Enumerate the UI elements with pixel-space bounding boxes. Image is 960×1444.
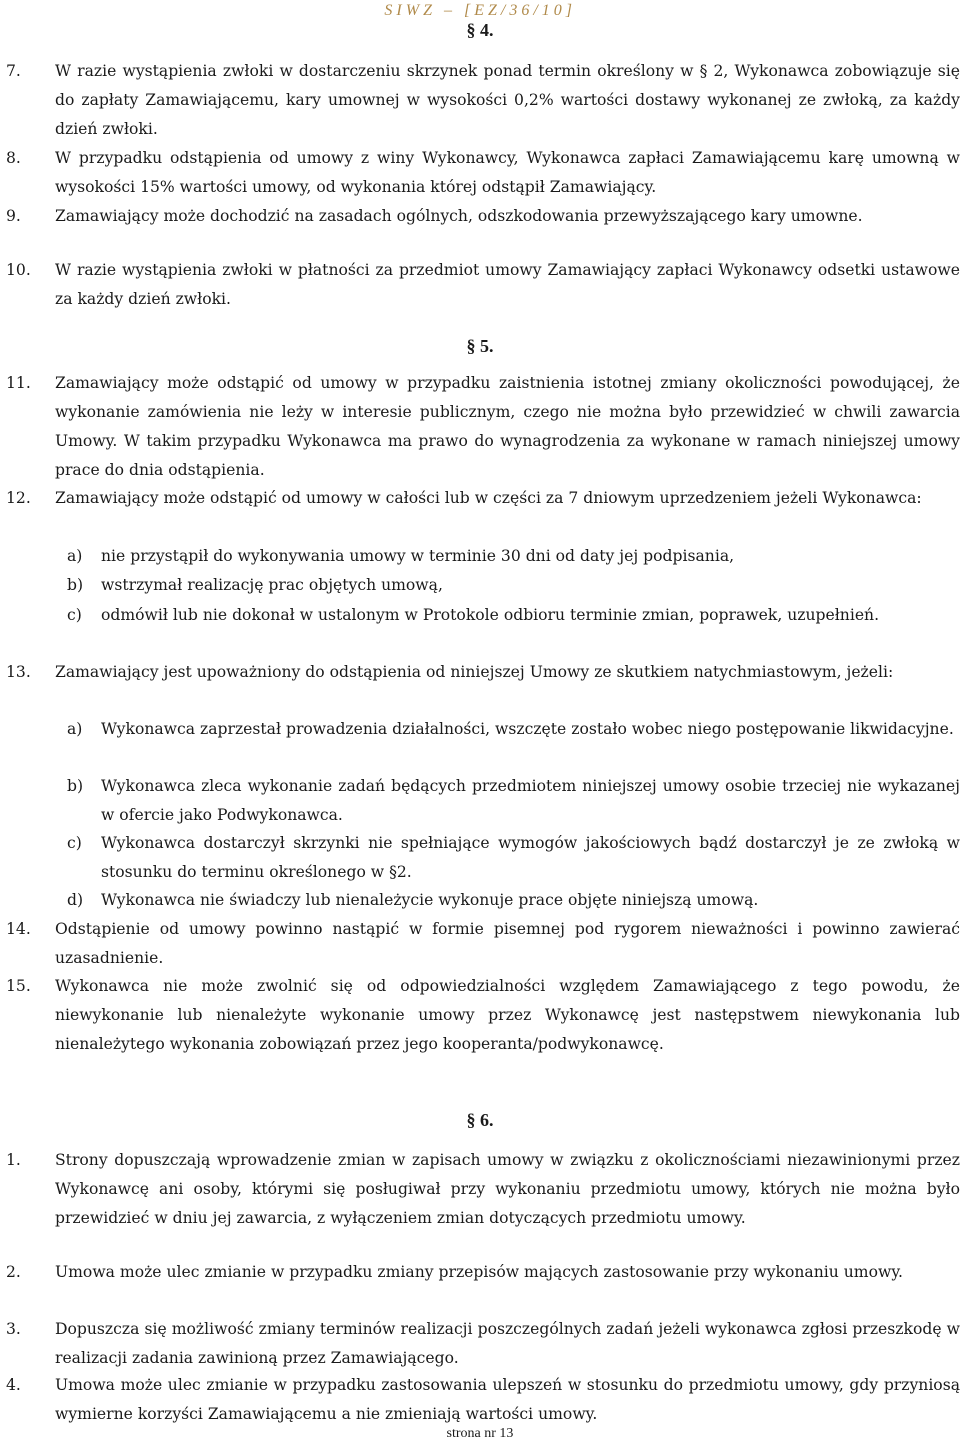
clause-number: 4.	[6, 1376, 21, 1394]
clause-number: 9.	[6, 207, 21, 225]
clause-number: 8.	[6, 149, 21, 167]
clause-12-c	[55, 601, 960, 630]
clause-text: W razie wystąpienia zwłoki w płatności za przedmiot umowy Zamawiający zapłaci Wykonawcy odsetki ustawowe za każdy dzień zwłoki.	[55, 261, 960, 308]
section-title-6: § 6.	[466, 1110, 494, 1130]
sub-label: a)	[67, 547, 83, 565]
sub-label: a)	[67, 720, 83, 738]
clause-text: Zamawiający jest upoważniony do odstąpienia od niniejszej Umowy ze skutkiem natychmiastowym, jeżeli:	[55, 663, 894, 681]
clause-text: Zamawiający może odstąpić od umowy w całości lub w części za 7 dniowym uprzedzeniem jeżeli Wykonawca:	[55, 489, 922, 507]
page-number: strona nr 13	[446, 1426, 514, 1441]
clause-number: 11.	[6, 374, 31, 392]
clause-12-b	[55, 571, 960, 600]
clause-number: 13.	[6, 663, 31, 681]
sub-label: b)	[67, 777, 84, 795]
clause-12	[0, 484, 960, 513]
clause-13-b	[55, 772, 960, 830]
clause-9	[0, 202, 960, 231]
clause-13-d	[55, 886, 960, 915]
clause-text: Odstąpienie od umowy powinno nastąpić w formie pisemnej pod rygorem nieważności i powinno zawierać uzasadnienie.	[55, 920, 960, 967]
clause-13-a	[55, 715, 960, 744]
clause-text: Umowa może ulec zmianie w przypadku zastosowania ulepszeń w stosunku do przedmiotu umowy, gdy przyniosą wymierne korzyści Zamawiającemu a nie zmieniają wartości umowy.	[55, 1376, 960, 1423]
clause-13	[0, 658, 960, 687]
clause-text: Dopuszcza się możliwość zmiany terminów realizacji poszczególnych zadań jeżeli wykonawca zgłosi przeszkodę w realizacji zadania zawinioną przez Zamawiającego.	[55, 1320, 960, 1367]
clause-text: Zamawiający może dochodzić na zasadach ogólnych, odszkodowania przewyższającego kary umowne.	[55, 207, 863, 225]
clause-8	[0, 144, 960, 202]
sub-label: d)	[67, 891, 84, 909]
clause-number: 3.	[6, 1320, 21, 1338]
clause-6-3	[0, 1315, 960, 1373]
sub-text: Wykonawca dostarczył skrzynki nie spełniające wymogów jakościowych bądź dostarczył je ze zwłoką w stosunku do terminu określonego w §2.	[101, 834, 960, 881]
sub-label: c)	[67, 606, 82, 624]
clause-text: W razie wystąpienia zwłoki w dostarczeniu skrzynek ponad termin określony w § 2, Wykonawca zobowiązuje się do zapłaty Zamawiającemu, kary umownej w wysokości 0,2% wartości dostawy wykonanej ze zwłoką, za każdy dzień zwłoki.	[55, 62, 960, 138]
clause-6-2	[0, 1258, 960, 1287]
clause-6-1	[0, 1146, 960, 1233]
clause-6-4	[0, 1371, 960, 1429]
clause-14	[0, 915, 960, 973]
clause-number: 14.	[6, 920, 31, 938]
sub-text: Wykonawca zaprzestał prowadzenia działalności, wszczęte zostało wobec niego postępowanie likwidacyjne.	[101, 720, 954, 738]
clause-11	[0, 369, 960, 485]
document-header: SIWZ – [EZ/36/10]	[384, 2, 576, 19]
clause-text: Umowa może ulec zmianie w przypadku zmiany przepisów mających zastosowanie przy wykonaniu umowy.	[55, 1263, 904, 1281]
clause-7	[0, 57, 960, 144]
clause-13-c	[55, 829, 960, 887]
clause-text: Strony dopuszczają wprowadzenie zmian w zapisach umowy w związku z okolicznościami niezawinionymi przez Wykonawcę ani osoby, którymi się posługiwał przy wykonaniu przedmiotu umowy, których nie można było przewidzieć w dniu jej zawarcia, z wyłączeniem zmian dotyczących przedmiotu umowy.	[55, 1151, 960, 1227]
clause-number: 10.	[6, 261, 31, 279]
sub-text: nie przystąpił do wykonywania umowy w terminie 30 dni od daty jej podpisania,	[101, 547, 735, 565]
section-title-5: § 5.	[466, 336, 494, 356]
sub-text: wstrzymał realizację prac objętych umową,	[101, 576, 443, 594]
clause-12-a	[55, 542, 960, 571]
clause-text: Zamawiający może odstąpić od umowy w przypadku zaistnienia istotnej zmiany okoliczności powodującej, że wykonanie zamówienia nie leży w interesie publicznym, czego nie można było przewidzieć w chwili zawarcia Umowy. W takim przypadku Wykonawca ma prawo do wynagrodzenia za wykonane w ramach niniejszej umowy prace do dnia odstąpienia.	[55, 374, 960, 479]
clause-10	[0, 256, 960, 314]
sub-label: c)	[67, 834, 82, 852]
clause-number: 12.	[6, 489, 31, 507]
section-title-4: § 4.	[466, 20, 494, 40]
clause-text: W przypadku odstąpienia od umowy z winy Wykonawcy, Wykonawca zapłaci Zamawiającemu karę umowną w wysokości 15% wartości umowy, od wykonania której odstąpił Zamawiający.	[55, 149, 960, 196]
clause-text: Wykonawca nie może zwolnić się od odpowiedzialności względem Zamawiającego z tego powodu, że niewykonanie lub nienależyte wykonanie umowy przez Wykonawcę jest następstwem niewykonania lub nienależytego wykonania zobowiązań przez jego kooperanta/podwykonawcę.	[55, 977, 960, 1053]
clause-number: 15.	[6, 977, 31, 995]
clause-number: 1.	[6, 1151, 21, 1169]
clause-number: 7.	[6, 62, 21, 80]
clause-number: 2.	[6, 1263, 21, 1281]
clause-15	[0, 972, 960, 1059]
sub-text: odmówił lub nie dokonał w ustalonym w Protokole odbioru terminie zmian, poprawek, uzupełnień.	[101, 606, 880, 624]
sub-label: b)	[67, 576, 84, 594]
sub-text: Wykonawca nie świadczy lub nienależycie wykonuje prace objęte niniejszą umową.	[101, 891, 759, 909]
sub-text: Wykonawca zleca wykonanie zadań będących przedmiotem niniejszej umowy osobie trzeciej nie wykazanej w ofercie jako Podwykonawca.	[101, 777, 960, 824]
